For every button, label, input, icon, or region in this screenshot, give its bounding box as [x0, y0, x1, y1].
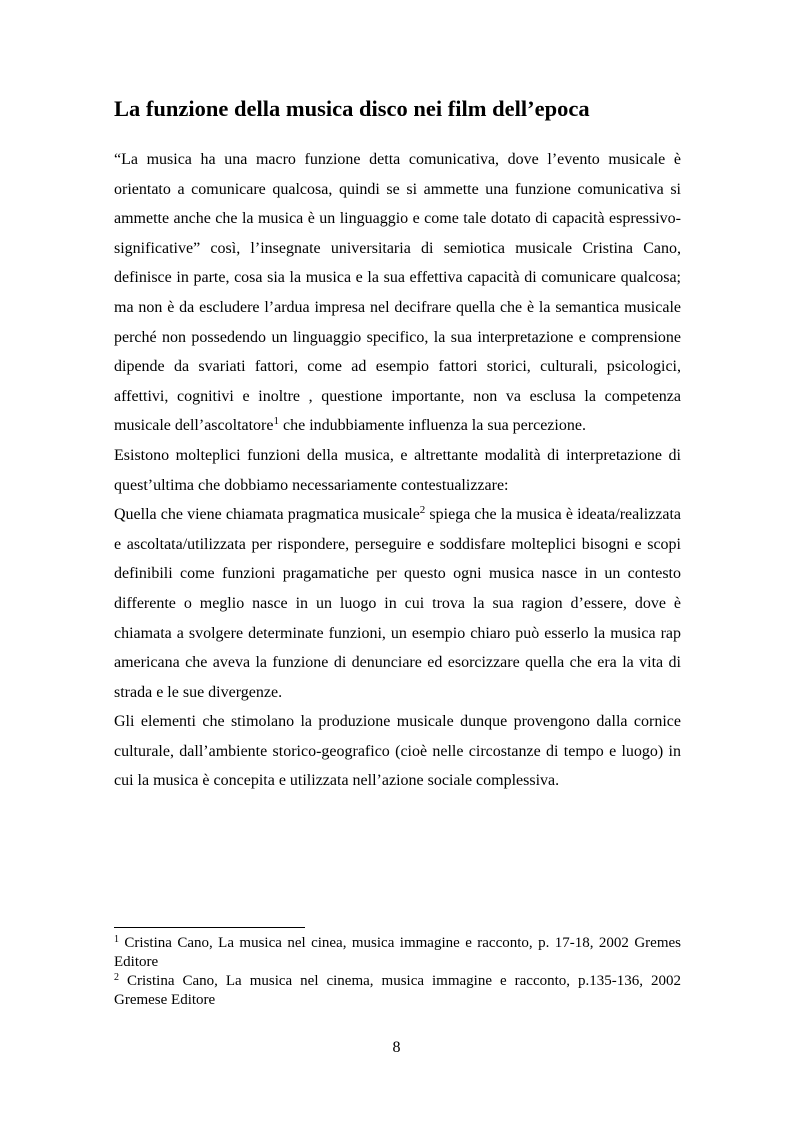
footnote-ref-2: 2: [419, 504, 426, 517]
page-title: La funzione della musica disco nei film dell’epoca: [114, 96, 590, 121]
footnotes: [114, 934, 681, 1010]
paragraph-3: [114, 500, 681, 707]
body-text: [114, 145, 681, 796]
footnote-1-number: 1: [114, 934, 119, 945]
paragraph-3-text-end: spiega che la musica è ideata/realizzata e ascoltata/utilizzata per rispondere, perseguire e soddisfare molteplici bisogni e scopi definibili come funzioni pragamatiche per questo ogni musica nasce in un contesto differente o meglio nasce in un luogo in cui trova la sua ragion d’essere, dove è chiamata a svolgere determinate funzioni, un esempio chiaro può esserlo la musica rap americana che aveva la funzione di denunciare ed esorcizzare quella che era la vita di strada e le sue divergenze.: [114, 506, 681, 701]
paragraph-4-text: Gli elementi che stimolano la produzione musicale dunque provengono dalla cornice culturale, dall’ambiente storico-geografico (cioè nelle circostanze di tempo e luogo) in cui la musica è concepita e utilizzata nell’azione sociale complessiva.: [114, 713, 681, 790]
page-number: 8: [392, 1039, 401, 1056]
paragraph-1: [114, 145, 681, 441]
footnote-2-text: Cristina Cano, La musica nel cinema, musica immagine e racconto, p.135-136, 2002 Gremese Editore: [114, 973, 681, 1008]
footnote-separator: [114, 927, 305, 928]
paragraph-2: [114, 441, 681, 500]
paragraph-4: [114, 707, 681, 796]
footnote-2: [114, 972, 681, 1010]
paragraph-1-text-end: che indubbiamente influenza la sua percezione.: [278, 417, 586, 435]
paragraph-1-text: “La musica ha una macro funzione detta comunicativa, dove l’evento musicale è orientato a comunicare qualcosa, quindi se si ammette una funzione comunicativa si ammette anche che la musica è un linguaggio e come tale dotato di capacità espressivo-significative” così, l’insegnate universitaria di semiotica musicale Cristina Cano, definisce in parte, cosa sia la musica e la sua effettiva capacità di comunicare qualcosa; ma non è da escludere l’ardua impresa nel decifrare quella che è la semantica musicale perché non possedendo un linguaggio specifico, la sua interpretazione e comprensione dipende da svariati fattori, come ad esempio fattori storici, culturali, psicologici, affettivi, cognitivi e inoltre , questione importante, non va esclusa la competenza musicale dell’ascoltatore: [114, 151, 681, 435]
footnote-ref-1: 1: [273, 415, 279, 428]
paragraph-3-text: Quella che viene chiamata pragmatica musicale: [114, 506, 420, 524]
footnote-2-number: 2: [114, 972, 119, 983]
footnote-1: [114, 934, 681, 972]
paragraph-2-text: Esistono molteplici funzioni della musica, e altrettante modalità di interpretazione di quest’ultima che dobbiamo necessariamente contestualizzare:: [114, 446, 681, 494]
footnote-1-text: Cristina Cano, La musica nel cinea, musica immagine e racconto, p. 17-18, 2002 Gremes Editore: [114, 935, 681, 970]
